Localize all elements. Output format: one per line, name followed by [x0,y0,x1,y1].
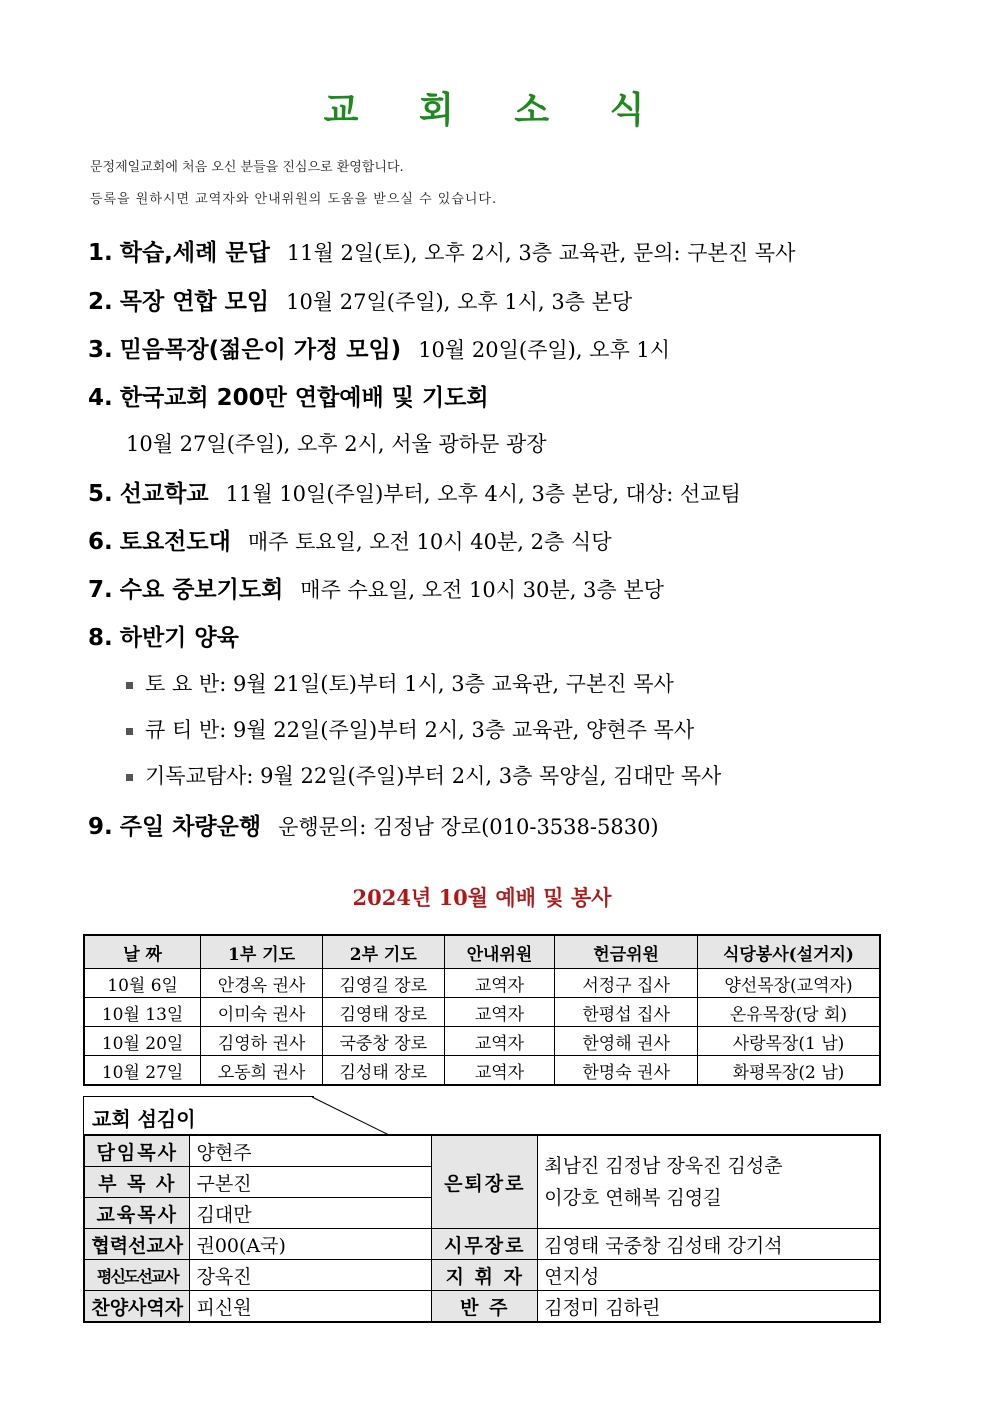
retired-elders-names: 최남진 김정남 장욱진 김성춘 이강호 연해복 김영길 [538,1135,880,1229]
header-kitchen: 식당봉사(설거지) [697,935,880,969]
senior-pastor-name: 양현주 [190,1135,432,1167]
item-number: 8. [88,625,113,651]
praise-minister-name: 피신원 [190,1291,432,1323]
item-number: 6. [88,529,113,555]
table-row: 10월 6일 안경옥 권사 김영길 장로 교역자 서정구 집사 양선목장(교역자) [84,969,880,998]
item-number: 5. [88,481,113,507]
news-item-5 [88,475,741,508]
lay-missionary-name: 장욱진 [190,1260,432,1291]
table-row [84,1135,880,1167]
coop-missionary-label: 협력선교사 [84,1229,190,1260]
bullet-icon [126,728,133,735]
service-schedule-table [83,934,881,1086]
item-heading: 수요 중보기도회 [119,577,284,603]
coop-missionary-name: 권00(A국) [190,1229,432,1260]
training-class-3: 기독교탐사: 9월 22일(주일)부터 2시, 3층 목양실, 김대만 목사 [126,760,721,790]
active-elders-names: 김영태 국중창 김성태 강기석 [538,1229,880,1260]
associate-pastor-name: 구본진 [190,1167,432,1198]
item-heading: 토요전도대 [119,529,231,555]
item-detail: 11월 2일(토), 오후 2시, 3층 교육관, 문의: 구본진 목사 [286,241,796,265]
table-row: 10월 13일 이미숙 권사 김영태 장로 교역자 한평섭 집사 온유목장(당 회) [84,998,880,1027]
header-prayer-1: 1부 기도 [201,935,323,969]
news-item-6 [88,523,611,556]
table-row [84,1260,880,1291]
staff-section-tab [83,1096,314,1135]
training-class-1: 토 요 반: 9월 21일(토)부터 1시, 3층 교육관, 구본진 목사 [126,668,674,698]
church-staff-table [83,1134,881,1323]
associate-pastor-label: 부 목 사 [84,1167,190,1198]
item-number: 9. [88,814,113,840]
item-heading: 목장 연합 모임 [119,289,270,315]
praise-minister-label: 찬양사역자 [84,1291,190,1323]
item-4-detail: 10월 27일(주일), 오후 2시, 서울 광하문 광장 [126,432,547,456]
conductor-label: 지 휘 자 [432,1260,538,1291]
bullet-icon [126,682,133,689]
news-item-2 [88,283,632,316]
item-heading: 믿음목장(젊은이 가정 모임) [119,337,402,363]
table-row [84,1291,880,1323]
item-number: 7. [88,577,113,603]
education-pastor-name: 김대만 [190,1198,432,1229]
accompanist-names: 김정미 김하린 [538,1291,880,1323]
schedule-title: 2024년 10월 예배 및 봉사 [352,885,612,910]
retired-elders-label: 은퇴장로 [432,1135,538,1229]
table-header-row [84,935,880,969]
training-class-2: 큐 티 반: 9월 22일(주일)부터 2시, 3층 교육관, 양현주 목사 [126,714,694,744]
news-item-4 [88,379,489,412]
item-detail: 10월 27일(주일), 오후 1시, 3층 본당 [286,290,633,314]
news-item-9 [88,808,659,841]
news-item-7 [88,571,664,604]
staff-title: 교회 섬김이 [92,1107,196,1131]
conductor-name: 연지성 [538,1260,880,1291]
header-offering: 헌금위원 [555,935,698,969]
item-heading: 한국교회 200만 연합예배 및 기도회 [119,385,489,411]
item-number: 4. [88,385,113,411]
item-detail: 10월 20일(주일), 오후 1시 [418,338,671,362]
item-heading: 하반기 양육 [119,625,239,651]
news-item-1 [88,234,795,267]
header-date: 날 짜 [84,935,201,969]
item-number: 3. [88,337,113,363]
item-number: 2. [88,289,113,315]
item-detail: 매주 수요일, 오전 10시 30분, 3층 본당 [300,578,664,602]
table-row [84,1229,880,1260]
senior-pastor-label: 담임목사 [84,1135,190,1167]
item-heading: 주일 차량운행 [119,814,262,840]
active-elders-label: 시무장로 [432,1229,538,1260]
header-usher: 안내위원 [444,935,555,969]
table-row: 10월 20일 김영하 권사 국중창 장로 교역자 한영해 권사 사랑목장(1 남) [84,1027,880,1056]
item-heading: 선교학교 [119,481,209,507]
item-detail: 11월 10일(주일)부터, 오후 4시, 3층 본당, 대상: 선교팀 [225,482,741,506]
news-item-3 [88,331,670,364]
item-detail: 매주 토요일, 오전 10시 40분, 2층 식당 [247,530,612,554]
header-prayer-2: 2부 기도 [322,935,444,969]
bullet-icon [126,774,133,781]
registration-text: 등록을 원하시면 교역자와 안내위원의 도움을 받으실 수 있습니다. [90,192,498,207]
education-pastor-label: 교육목사 [84,1198,190,1229]
news-item-8 [88,619,239,652]
lay-missionary-label: 평신도선교사 [84,1260,190,1291]
item-heading: 학습,세례 문답 [119,240,270,266]
page-title: 교 회 소 식 [323,90,669,131]
item-number: 1. [88,240,113,266]
item-detail: 운행문의: 김정남 장로(010-3538-5830) [278,815,659,839]
table-row: 10월 27일 오동희 권사 김성태 장로 교역자 한명숙 권사 화평목장(2 남) [84,1056,880,1086]
accompanist-label: 반 주 [432,1291,538,1323]
welcome-text: 문정제일교회에 처음 오신 분들을 진심으로 환영합니다. [90,160,404,175]
